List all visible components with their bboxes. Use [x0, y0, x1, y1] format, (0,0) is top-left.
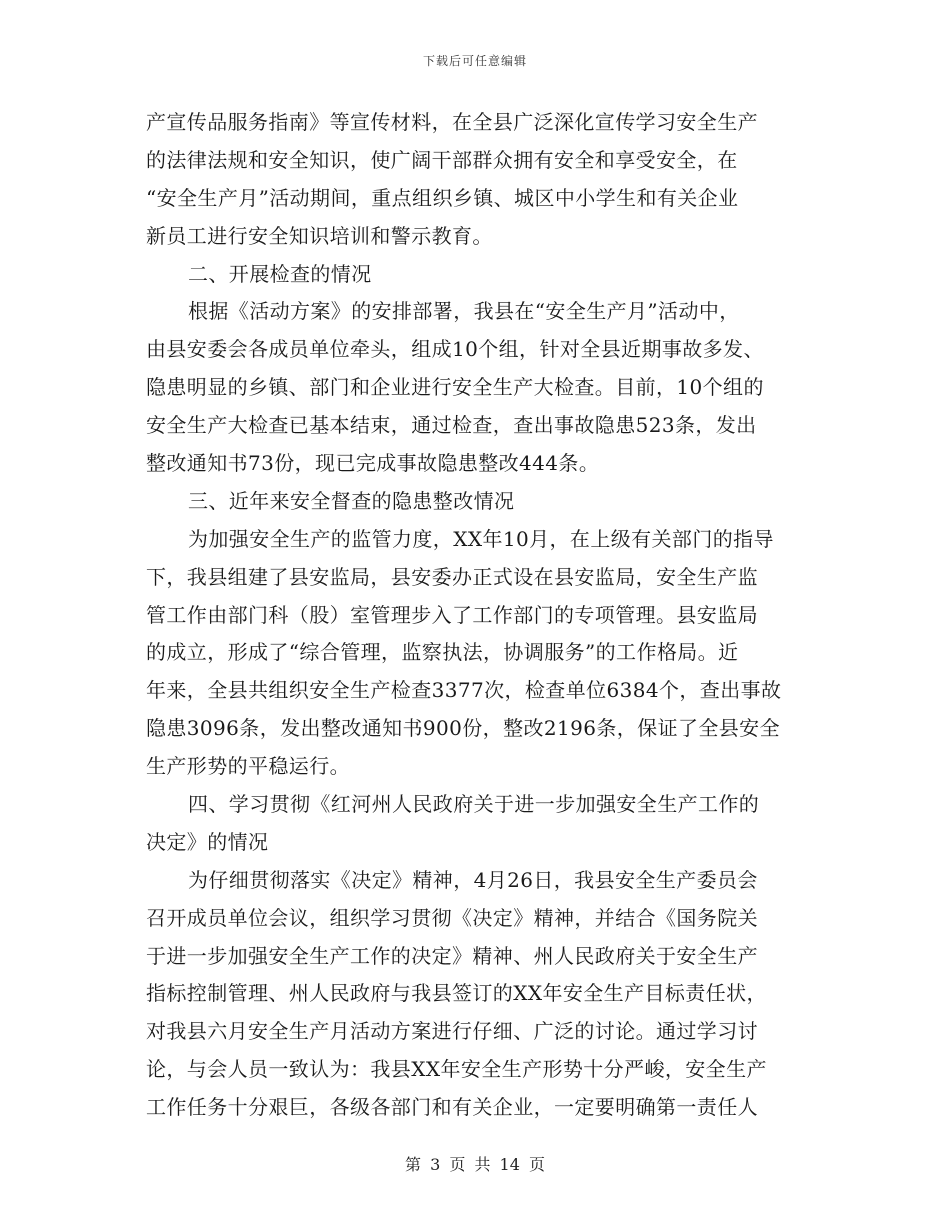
text-line: “安全生产月”活动期间，重点组织乡镇、城区中小学生和有关企业: [146, 185, 739, 210]
text-line: 隐患明显的乡镇、部门和企业进行安全生产大检查。目前，10个组的: [146, 375, 764, 400]
text-line: 的法律法规和安全知识，使广阔干部群众拥有安全和享受安全，在: [146, 147, 738, 172]
text-line: 新员工进行安全知识培训和警示教育。: [146, 223, 493, 248]
text-line: 根据《活动方案》的安排部署，我县在“安全生产月”活动中，: [188, 299, 740, 324]
text-line: 决定》的情况: [146, 829, 269, 854]
page-footer: 第 3 页 共 14 页: [405, 1155, 545, 1174]
page-header: 下载后可任意编辑: [422, 54, 527, 68]
text-line: 三、近年来安全督查的隐患整改情况: [188, 488, 515, 513]
text-line: 为加强安全生产的监管力度，XX年10月，在上级有关部门的指导: [188, 526, 774, 551]
text-line: 年来，全县共组织安全生产检查3377次，检查单位6384个，查出事故: [146, 678, 782, 703]
text-line: 隐患3096条，发出整改通知书900份，整改2196条，保证了全县安全: [146, 716, 780, 741]
text-line: 于进一步加强安全生产工作的决定》精神、州人民政府关于安全生产: [146, 943, 758, 968]
text-line: 论，与会人员一致认为：我县XX年安全生产形势十分严峻，安全生产: [146, 1057, 767, 1082]
text-line: 安全生产大检查已基本结束，通过检查，查出事故隐患523条，发出: [146, 413, 757, 438]
text-line: 由县安委会各成员单位牵头，组成10个组，针对全县近期事故多发、: [146, 337, 764, 362]
text-line: 生产形势的平稳运行。: [146, 754, 350, 779]
text-line: 管工作由部门科（股）室管理步入了工作部门的专项管理。县安监局: [146, 602, 758, 627]
text-line: 的成立，形成了“综合管理，监察执法，协调服务”的工作格局。近: [146, 640, 739, 665]
text-line: 下，我县组建了县安监局，县安委办正式设在县安监局，安全生产监: [146, 564, 758, 589]
text-line: 召开成员单位会议，组织学习贯彻《决定》精神，并结合《国务院关: [146, 905, 758, 930]
text-line: 整改通知书73份，现已完成事故隐患整改444条。: [146, 451, 600, 476]
text-line: 产宣传品服务指南》等宣传材料，在全县广泛深化宣传学习安全生产: [146, 110, 758, 134]
document-body: [146, 104, 810, 1127]
text-line: 对我县六月安全生产月活动方案进行仔细、广泛的讨论。通过学习讨: [146, 1019, 758, 1044]
text-line: 四、学习贯彻《红河州人民政府关于进一步加强安全生产工作的: [188, 792, 760, 817]
text-line: 指标控制管理、州人民政府与我县签订的XX年安全生产目标责任状，: [146, 981, 767, 1006]
text-line: 工作任务十分艰巨，各级各部门和有关企业，一定要明确第一责任人: [146, 1095, 758, 1120]
text-line: 为仔细贯彻落实《决定》精神，4月26日，我县安全生产委员会: [188, 867, 758, 892]
text-line: 二、开展检查的情况: [188, 261, 372, 286]
